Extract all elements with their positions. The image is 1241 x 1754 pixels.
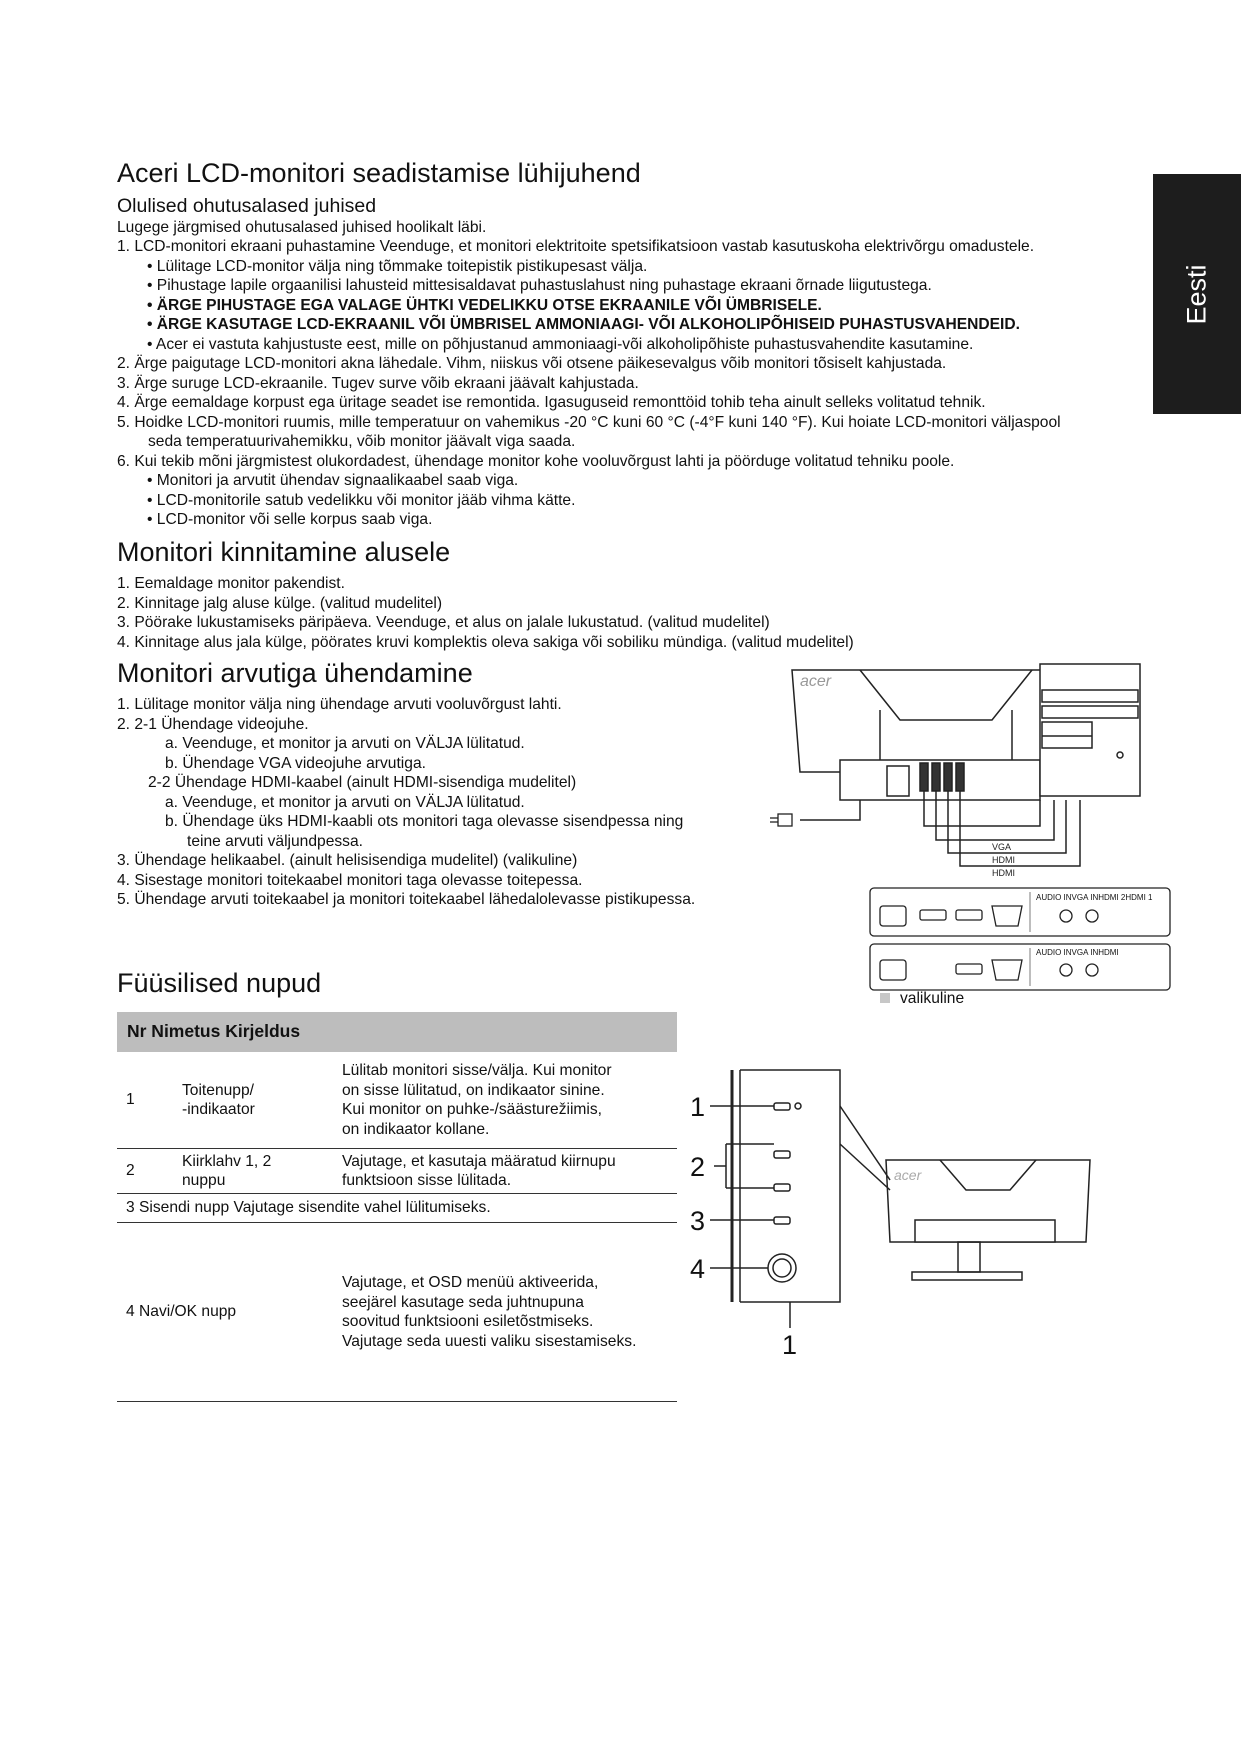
list-item: teine arvuti väljundpessa. [187, 832, 363, 850]
navi-button-icon [768, 1254, 796, 1282]
row-desc-line: Vajutage, et kasutaja määratud kiirnupu [342, 1152, 616, 1170]
stand-list [117, 574, 854, 652]
row-desc-line: Lülitab monitori sisse/välja. Kui monitor [342, 1062, 612, 1079]
row-label: 4 Navi/OK nupp [117, 1223, 342, 1402]
list-item: 4. Ärge eemaldage korpust ega üritage seadet ise remontida. Igasuguseid remonttöid tohib teha ainult selleks volitatud tehnik. [117, 394, 986, 411]
connection-diagram [760, 660, 1180, 1010]
list-item: seda temperatuurivahemikku, võib monitor jäävalt viga saada. [148, 433, 576, 450]
row-nr: 2 [117, 1149, 182, 1194]
list-item: • Monitori ja arvutit ühendav signaalikaabel saab viga. [147, 472, 519, 489]
list-item: a. Veenduge, et monitor ja arvuti on VÄLJA lülitatud. [165, 735, 525, 752]
list-item: 4. Kinnitage alus jala külge, pöörates kruvi komplektis oleva sakiga või sobiliku mündiga. (valitud mudelitel) [117, 633, 854, 651]
row-desc-line: soovitud funktsiooni esiletõstmiseks. [342, 1313, 594, 1330]
table-row [117, 1194, 677, 1223]
legend-label: valikuline [900, 990, 965, 1007]
row-desc-line: Vajutage seda uuesti valiku sisestamiseks. [342, 1332, 637, 1350]
row-desc [342, 1223, 677, 1402]
buttons-diagram [690, 1060, 1110, 1370]
port-row1-label: AUDIO INVGA INHDMI 2HDMI 1 [1036, 893, 1153, 902]
table-header-row [117, 1012, 677, 1052]
list-item: 1. Eemaldage monitor pakendist. [117, 575, 345, 592]
list-item: 3. Ärge suruge LCD-ekraanile. Tugev surve võib ekraani jäävalt kahjustada. [117, 374, 639, 392]
row-nr: 1 [117, 1052, 182, 1149]
diagram-brand: acer [894, 1167, 922, 1183]
table-row [117, 1149, 677, 1194]
list-item: 1. Lülitage monitor välja ning ühendage arvuti vooluvõrgust lahti. [117, 696, 562, 713]
list-item: 6. Kui tekib mõni järgmistest olukordadest, ühendage monitor kohe vooluvõrgust lahti ja pöörduge volitatud tehniku poole. [117, 452, 955, 470]
list-item: • LCD-monitorile satub vedelikku või monitor jääb vihma kätte. [147, 491, 576, 509]
legend-swatch [880, 993, 890, 1003]
row-desc-line: Vajutage, et OSD menüü aktiveerida, [342, 1274, 599, 1291]
language-tab [1153, 174, 1241, 414]
list-item: 3. Ühendage helikaabel. (ainult helisisendiga mudelitel) (valikuline) [117, 852, 578, 869]
list-item: • ÄRGE PIHUSTAGE EGA VALAGE ÜHTKI VEDELIKKU OTSE EKRAANILE VÕI ÜMBRISELE. [147, 296, 822, 314]
row-name-line: Kiirklahv 1, 2 [182, 1152, 272, 1170]
cable-label-vga: VGA [992, 842, 1012, 852]
buttons-table [117, 1012, 677, 1402]
table-header: Nr Nimetus Kirjeldus [117, 1012, 677, 1052]
list-item: 5. Hoidke LCD-monitori ruumis, mille temperatuur on vahemikus -20 °C kuni 60 °C (-4°F kuni 140 °F). Kui hoiate LCD-monitori väljaspool [117, 413, 1061, 431]
row-name [182, 1149, 342, 1194]
safety-list [117, 237, 1061, 530]
list-item: • Acer ei vastuta kahjustuste eest, mille on põhjustanud ammoniaagi-või alkoholipõhiste puhastusvahendite kasutamine. [147, 335, 974, 353]
language-tab-label: Eesti [1181, 263, 1212, 325]
list-item: • Lülitage LCD-monitor välja ning tõmmake toitepistik pistikupesast välja. [147, 257, 648, 275]
row-desc [342, 1052, 677, 1149]
power-button-icon [774, 1103, 790, 1110]
connect-heading: Monitori arvutiga ühendamine [117, 658, 473, 688]
row-desc-line: Kui monitor on puhke-/säästurežiimis, [342, 1101, 603, 1118]
connect-list [117, 695, 695, 910]
list-item: b. Ühendage VGA videojuhe arvutiga. [165, 754, 426, 772]
row-desc-line: funktsioon sisse lülitada. [342, 1172, 512, 1189]
row-name [182, 1052, 342, 1149]
list-item: 2. Ärge paigutage LCD-monitori akna lähedale. Vihm, niiskus või otsene päikesevalgus võib monitori tõsiselt kahjustada. [117, 355, 947, 372]
list-item: 3. Pöörake lukustamiseks päripäeva. Veenduge, et alus on jalale lukustatud. (valitud mudelitel) [117, 614, 770, 631]
list-item: 5. Ühendage arvuti toitekaabel ja monitori toitekaabel lähedalolevasse pistikupessa. [117, 891, 696, 908]
stand-heading: Monitori kinnitamine alusele [117, 537, 451, 567]
list-item: b. Ühendage üks HDMI-kaabli ots monitori taga olevasse sisendpessa ning [165, 813, 684, 830]
callout-4: 4 [690, 1254, 706, 1284]
row-desc-line: seejärel kasutage seda juhtnupuna [342, 1293, 584, 1311]
port-row2-label: AUDIO INVGA INHDMI [1036, 948, 1119, 957]
list-item: 4. Sisestage monitori toitekaabel monitori taga olevasse toitepessa. [117, 871, 583, 889]
row-name-line: nuppu [182, 1172, 226, 1189]
cable-label-hdmi-1: HDMI [992, 855, 1015, 865]
row-name-line: Toitenupp/ [182, 1081, 254, 1099]
row-desc [342, 1149, 677, 1194]
callout-2: 2 [690, 1152, 706, 1182]
callout-3: 3 [690, 1206, 706, 1236]
row-full: 3 Sisendi nupp Vajutage sisendite vahel lülitumiseks. [117, 1194, 677, 1223]
safety-heading: Olulised ohutusalased juhised [117, 195, 377, 217]
list-item: 1. LCD-monitori ekraani puhastamine Veenduge, et monitori elektritoite spetsifikatsioon vastab kasutuskoha elektrivõrgu omadustele. [117, 238, 1035, 255]
power-indicator-icon [795, 1103, 801, 1109]
input-button-icon [774, 1217, 790, 1224]
diagram-brand: acer [800, 673, 832, 690]
list-item: 2-2 Ühendage HDMI-kaabel (ainult HDMI-sisendiga mudelitel) [148, 774, 577, 791]
list-item: 2. 2-1 Ühendage videojuhe. [117, 715, 309, 733]
list-item: a. Veenduge, et monitor ja arvuti on VÄLJA lülitatud. [165, 793, 525, 811]
list-item: • Pihustage lapile orgaanilisi lahusteid mittesisaldavat puhastuslahust ning puhastage ekraani õrnade liigutustega. [147, 277, 932, 294]
port-panel-2 [870, 944, 1170, 990]
power-plug-icon [770, 814, 792, 826]
list-item: • LCD-monitor või selle korpus saab viga. [147, 511, 433, 528]
row-desc-line: on sisse lülitatud, on indikaator sinine. [342, 1081, 605, 1099]
buttons-heading: Füüsilised nupud [117, 968, 322, 998]
list-item: • ÄRGE KASUTAGE LCD-EKRAANIL VÕI ÜMBRISEL AMMONIAAGI- VÕI ALKOHOLIPÕHISEID PUHASTUSVAHENDEID. [147, 316, 1020, 333]
table-row [117, 1223, 677, 1402]
callout-1-bottom: 1 [782, 1330, 798, 1360]
row-desc-line: on indikaator kollane. [342, 1120, 490, 1138]
hotkey-1-icon [774, 1151, 790, 1158]
table-row [117, 1052, 677, 1149]
callout-1: 1 [690, 1092, 706, 1122]
cable-label-hdmi-2: HDMI [992, 868, 1015, 878]
safety-intro: Lugege järgmised ohutusalased juhised hoolikalt läbi. [117, 219, 487, 236]
hotkey-2-icon [774, 1184, 790, 1191]
row-name-line: -indikaator [182, 1101, 255, 1118]
list-item: 2. Kinnitage jalg aluse külge. (valitud mudelitel) [117, 594, 443, 612]
page-title: Aceri LCD-monitori seadistamise lühijuhend [117, 158, 641, 188]
